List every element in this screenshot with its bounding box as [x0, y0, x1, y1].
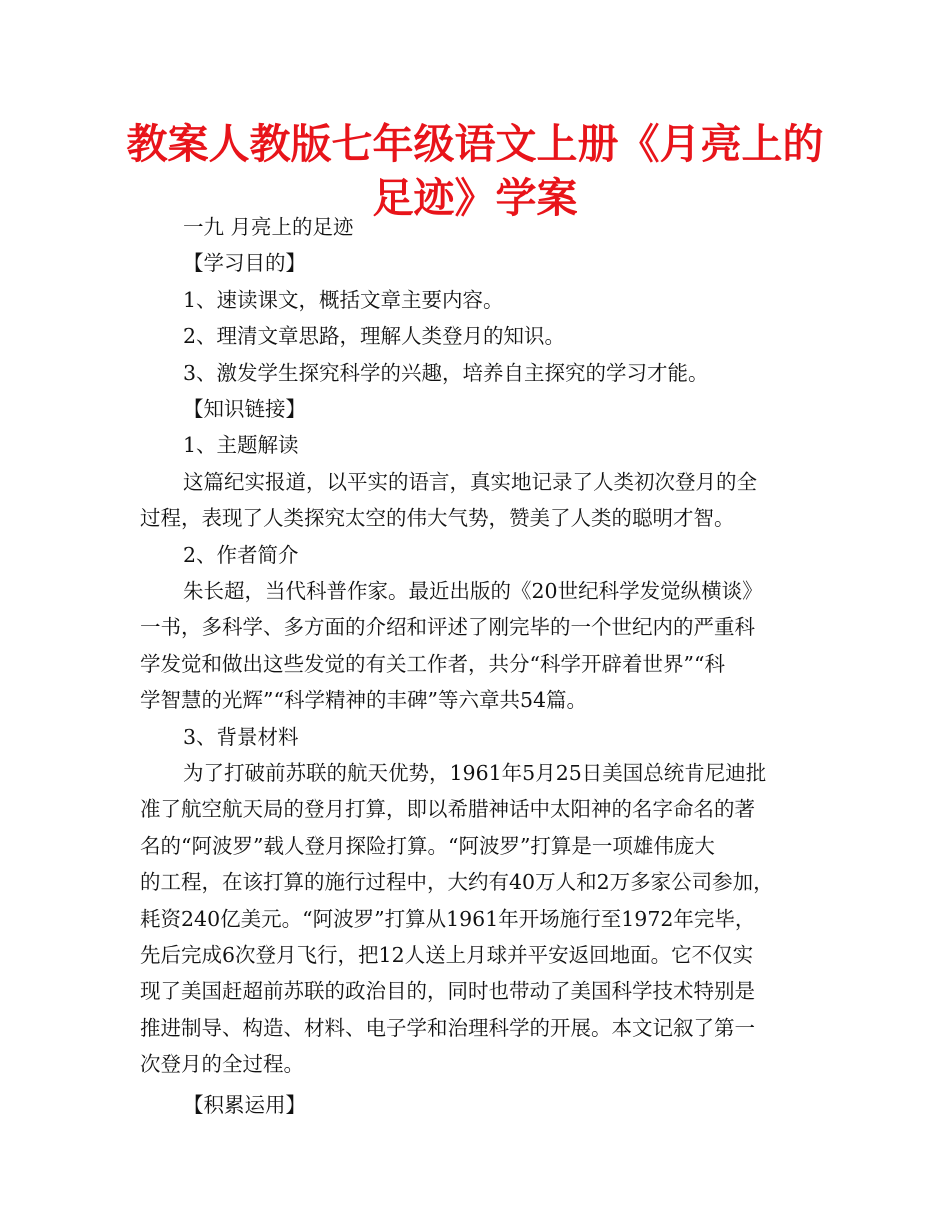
text-line: 一九 月亮上的足迹 [183, 215, 354, 239]
text-line: 【积累运用】 [183, 1092, 306, 1117]
text-line: 过程，表现了人类探究太空的伟大气势，赞美了人类的聪明才智。 [140, 506, 735, 531]
text-line: 次登月的全过程。 [140, 1052, 304, 1077]
text-line: 名的“阿波罗”载人登月探险打算。“阿波罗”打算是一项雄伟庞大 [140, 833, 715, 858]
text-line: 【学习目的】 [183, 251, 306, 276]
text-line: 1、主题解读 [183, 433, 299, 458]
text-line: 准了航空航天局的登月打算，即以希腊神话中太阳神的名字命名的著 [140, 797, 755, 822]
text-line: 学发觉和做出这些发觉的有关工作者，共分“科学开辟着世界”“科 [140, 651, 725, 676]
text-line: 先后完成6次登月飞行，把12人送上月球并平安返回地面。它不仅实 [140, 943, 754, 967]
text-line: 2、理清文章思路，理解人类登月的知识。 [183, 324, 566, 349]
text-line: 耗资240亿美元。“阿波罗”打算从1961年开场施行至1972年完毕， [140, 906, 756, 931]
text-line: 朱长超，当代科普作家。最近出版的《20世纪科学发觉纵横谈》 [183, 579, 763, 603]
text-line: 一书，多科学、多方面的介绍和评述了刚完毕的一个世纪内的严重科 [140, 615, 755, 640]
text-line: 3、背景材料 [183, 724, 299, 749]
text-line: 现了美国赶超前苏联的政治目的，同时也带动了美国科学技术特别是 [140, 979, 755, 1004]
text-line: 的工程，在该打算的施行过程中，大约有40万人和2万多家公司参加， [140, 870, 774, 895]
text-line: 1、速读课文，概括文章主要内容。 [183, 287, 504, 312]
document-title: 教案人教版七年级语文上册《月亮上的足迹》学案 [126, 120, 824, 222]
text-line: 这篇纪实报道，以平实的语言，真实地记录了人类初次登月的全 [183, 469, 757, 494]
text-line: 3、激发学生探究科学的兴趣，培养自主探究的学习才能。 [183, 360, 709, 385]
text-line: 学智慧的光辉”“科学精神的丰碑”等六章共54篇。 [140, 688, 588, 713]
text-line: 推进制导、构造、材料、电子学和治理科学的开展。本文记叙了第一 [140, 1015, 755, 1040]
text-line: 【知识链接】 [183, 397, 306, 421]
text-line: 2、作者简介 [183, 542, 299, 567]
text-line: 为了打破前苏联的航天优势，1961年5月25日美国总统肯尼迪批 [183, 761, 767, 785]
